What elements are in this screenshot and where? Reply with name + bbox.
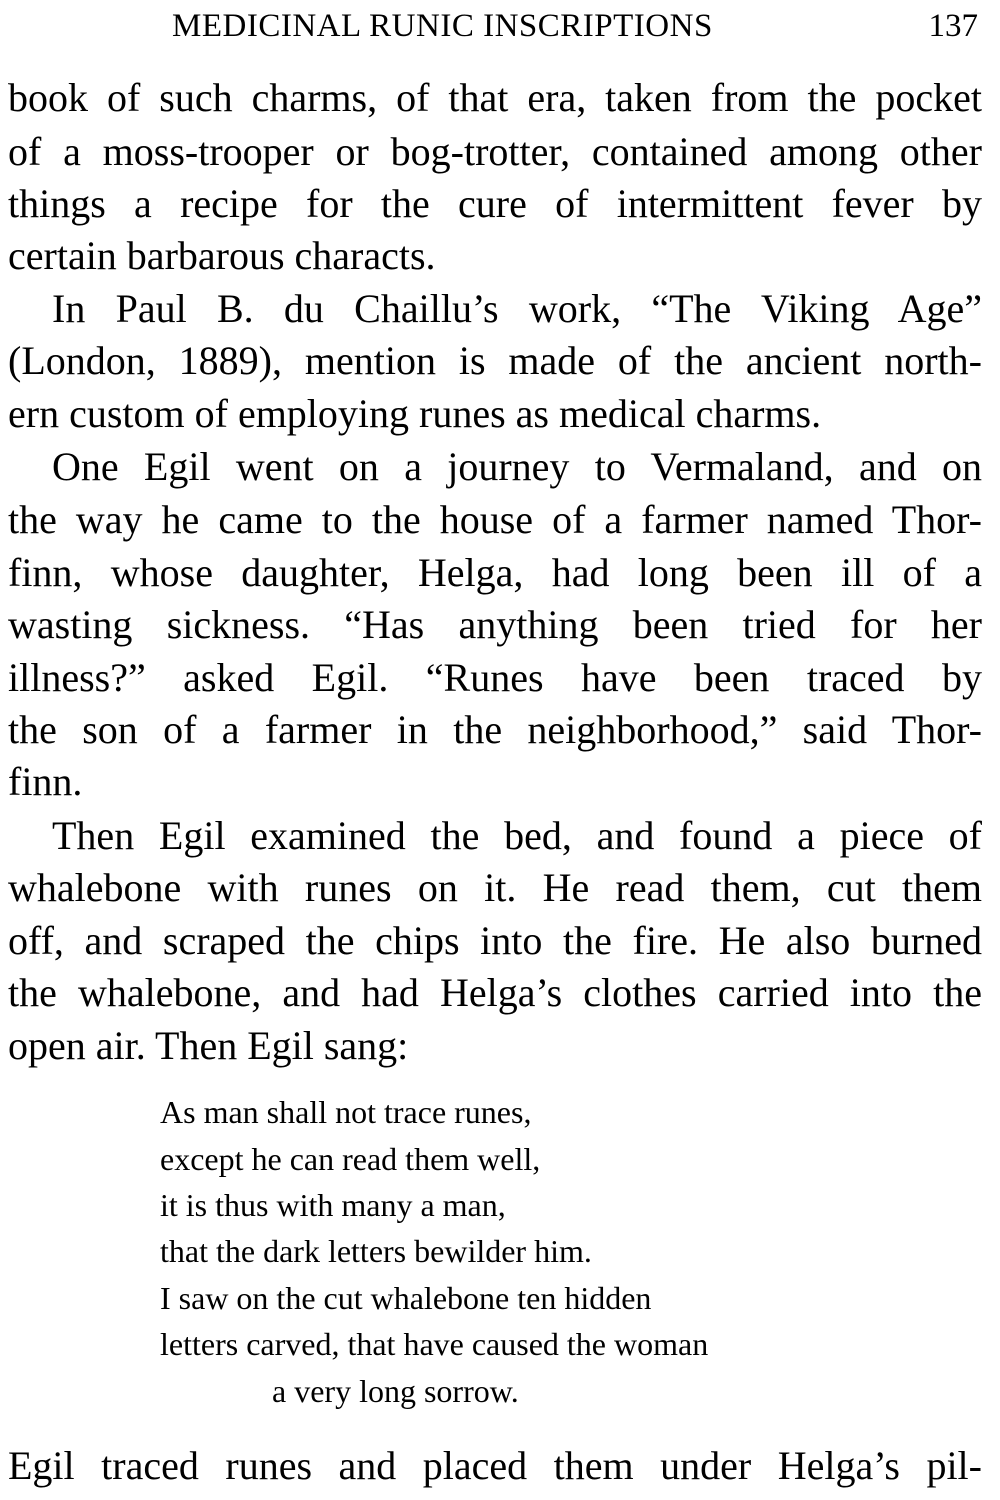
verse-line: it is thus with many a man, (160, 1187, 506, 1223)
text-line: finn, whose daughter, Helga, had long been ill of a (8, 550, 982, 595)
text-line: certain barbarous characts. (8, 233, 436, 278)
page-number: 137 (928, 8, 978, 44)
text-line: ern custom of employing runes as medical charms. (8, 391, 822, 436)
text-line: of a moss-trooper or bog-trotter, contained among other (8, 129, 982, 174)
text-line: whalebone with runes on it. He read them, cut them (8, 865, 982, 910)
text-line: In Paul B. du Chaillu’s work, “The Viking Age” (52, 286, 982, 331)
text-line: off, and scraped the chips into the fire. He also burned (8, 918, 982, 963)
text-line: book of such charms, of that era, taken from the pocket (8, 75, 982, 120)
text-line: the son of a farmer in the neighborhood,” said Thor- (8, 707, 982, 752)
verse-line: that the dark letters bewilder him. (160, 1233, 592, 1269)
text-line: One Egil went on a journey to Vermaland, and on (52, 444, 982, 489)
text-line: illness?” asked Egil. “Runes have been traced by (8, 655, 982, 700)
running-head (0, 8, 1000, 52)
text-line: (London, 1889), mention is made of the ancient north- (8, 338, 982, 383)
verse-line: except he can read them well, (160, 1141, 541, 1177)
text-line: open air. Then Egil sang: (8, 1023, 409, 1068)
verse-line: I saw on the cut whalebone ten hidden (160, 1280, 652, 1316)
text-line: the whalebone, and had Helga’s clothes carried into the (8, 970, 982, 1015)
text-line: wasting sickness. “Has anything been tried for her (8, 602, 982, 647)
text-line: finn. (8, 759, 83, 804)
text-line: the way he came to the house of a farmer named Thor- (8, 497, 982, 542)
verse-line: As man shall not trace runes, (160, 1094, 532, 1130)
text-line: Then Egil examined the bed, and found a piece of (52, 813, 982, 858)
verse-line: letters carved, that have caused the woman (160, 1326, 709, 1362)
running-title: MEDICINAL RUNIC INSCRIPTIONS (172, 8, 713, 44)
text-line: Egil traced runes and placed them under Helga’s pil- (8, 1443, 982, 1488)
verse-line: a very long sorrow. (272, 1373, 519, 1409)
text-line: things a recipe for the cure of intermittent fever by (8, 181, 982, 226)
